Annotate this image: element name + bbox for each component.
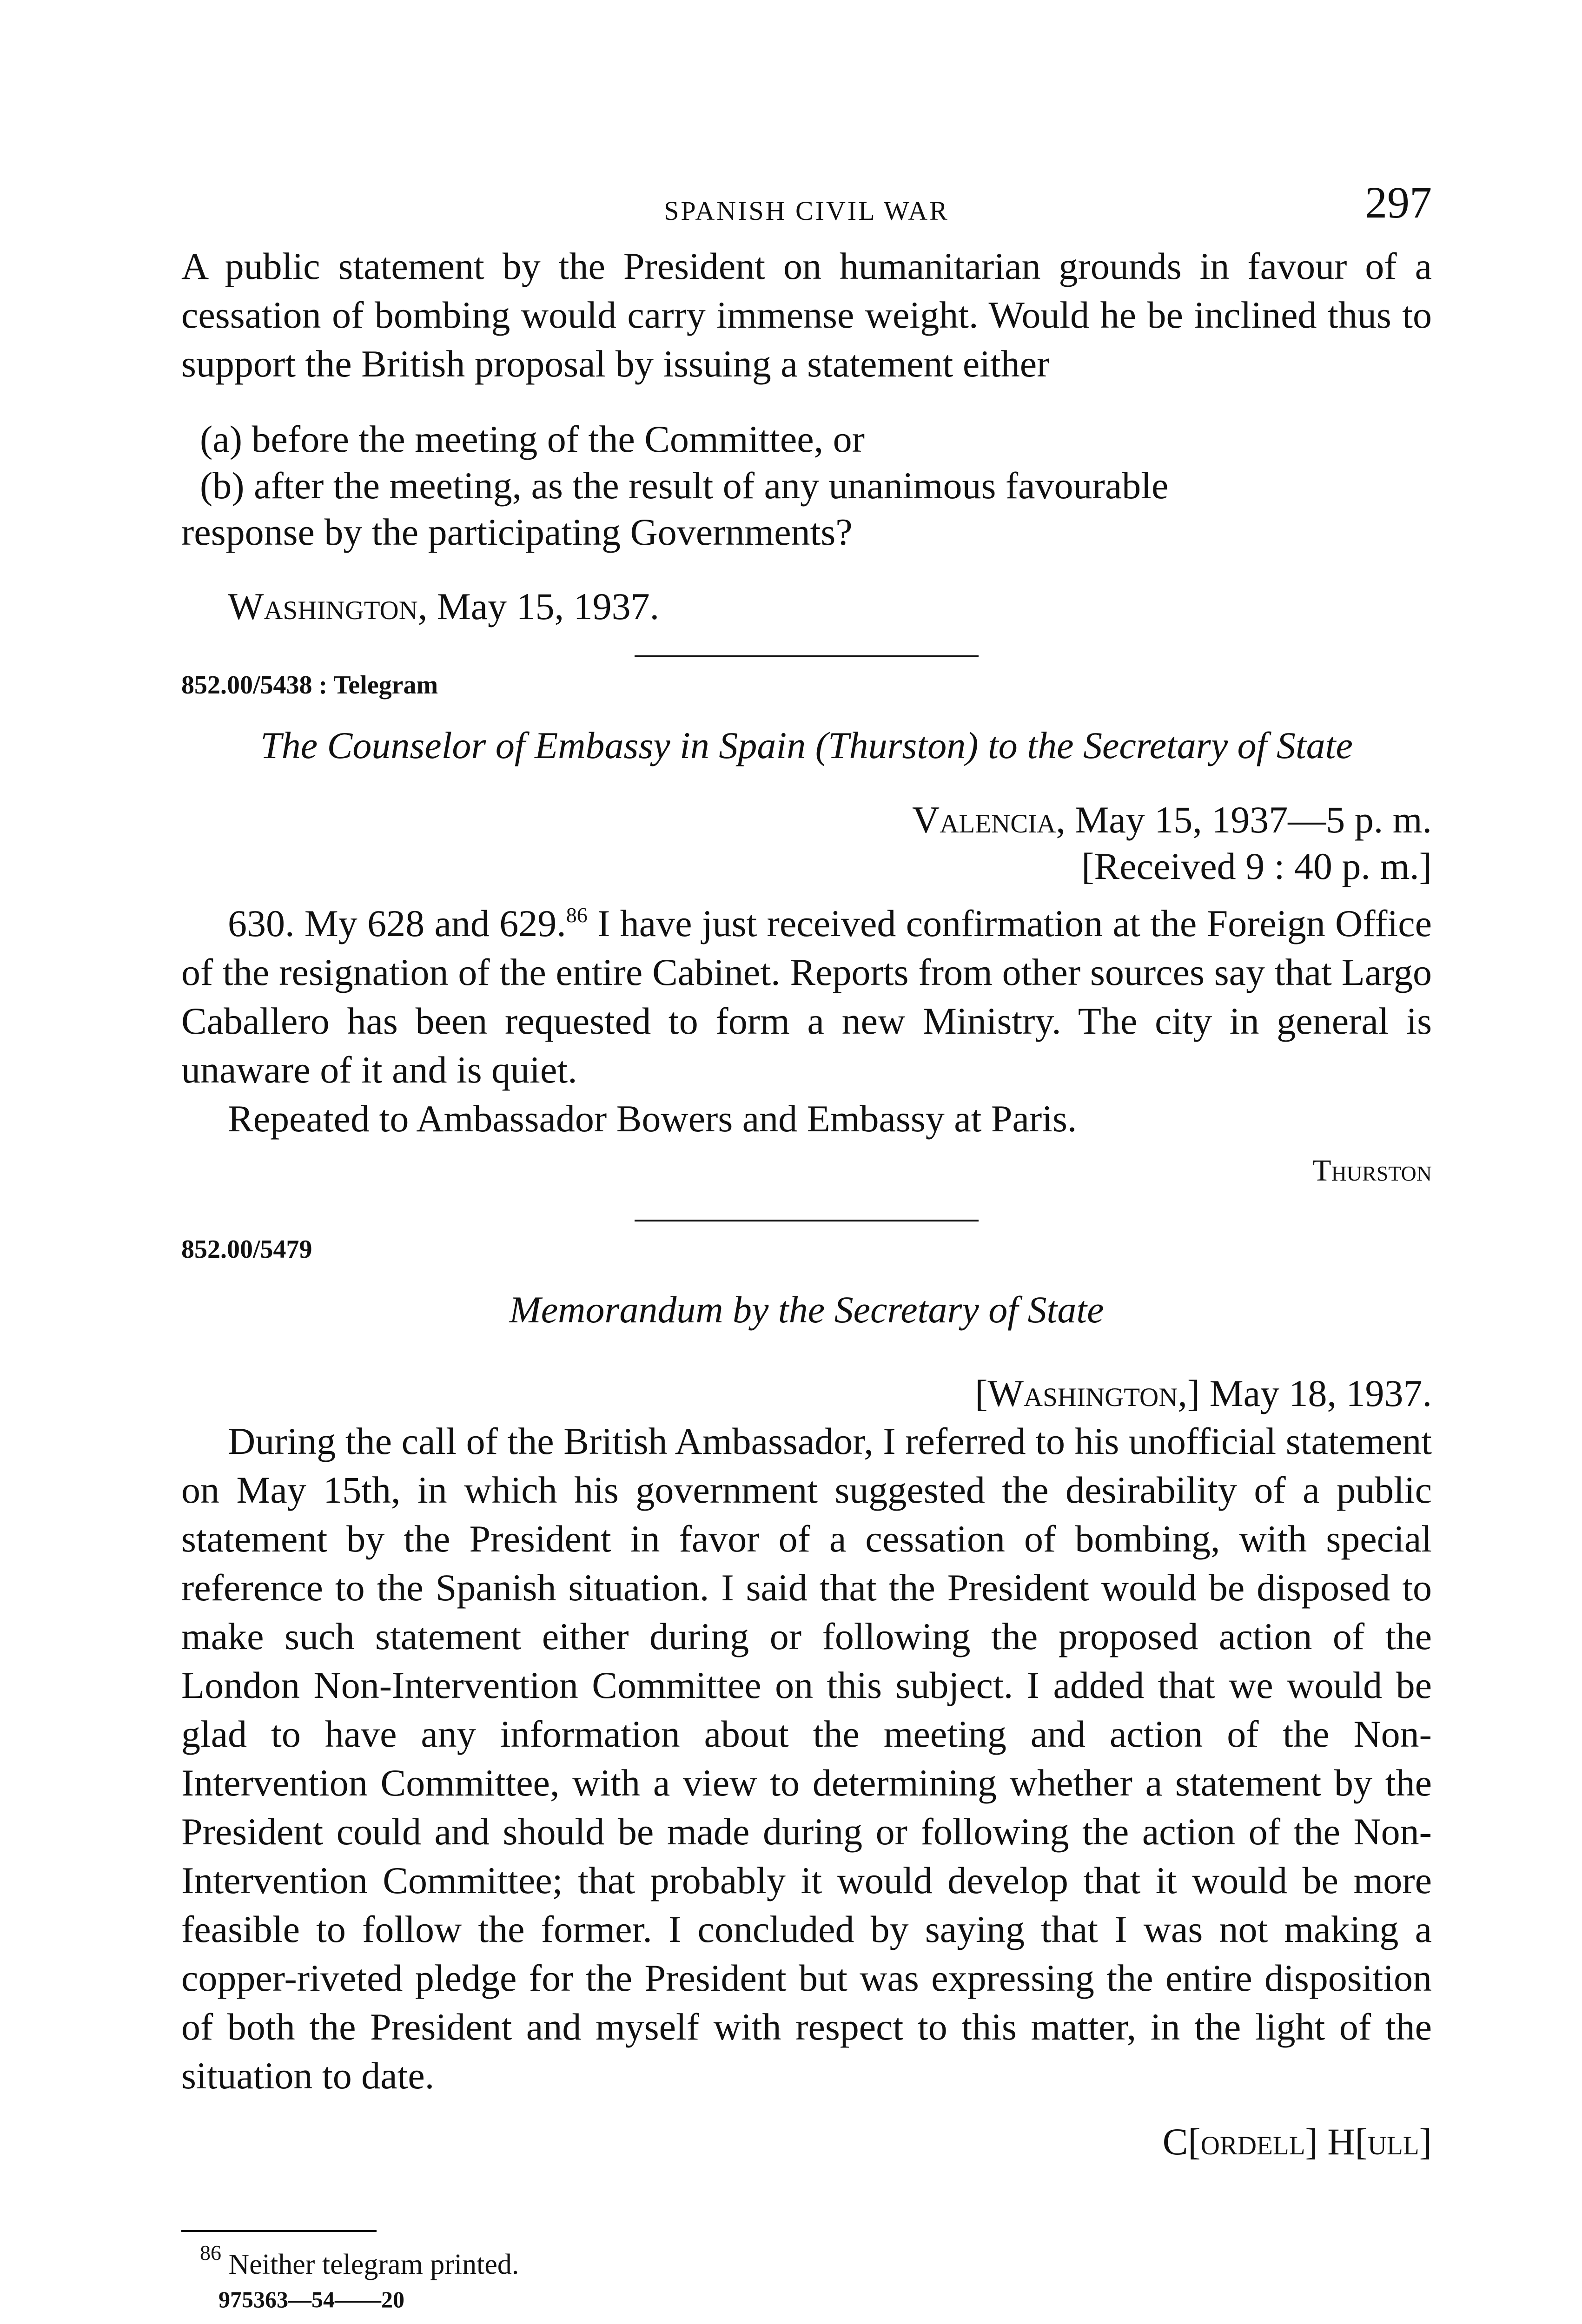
list-item-a-text: (a) before the meeting of the Committee, or [200,418,865,460]
footnote-marker: 86 [200,2241,221,2265]
telegram-title: The Counselor of Embassy in Spain (Thurston) to the Secretary of State [260,724,1353,766]
telegram-repeated: Repeated to Ambassador Bowers and Embassy at Paris. [228,1097,1077,1140]
memo-signature-end: ] [1419,2120,1432,2163]
footnote-text: Neither telegram printed. [221,2249,519,2280]
intro-dateline-date: May 15, 1937. [427,585,660,627]
telegram-dateline-date: May 15, 1937—5 p. m. [1065,799,1432,841]
memo-body: During the call of the British Ambassador, I referred to his unofficial statement on May 15th, in which his government suggested the desirability of a public statement by the President in favor of a cessation of bombing, with special reference to the Spanish situation. I said that the President would be disposed to make such statement either during or following the proposed action of the London Non-Intervention Committee on this subject. I added that we would be glad to have any information about the meeting and action of the Non-Intervention Committee, with a view to determining whether a statement by the President could and should be made during or following the action of the Non-Intervention Committee; that probably it would develop that it would be more feasible to follow the former. I concluded by saying that I was not making a copper-riveted pledge for the President but was expressing the entire disposition of both the President and myself with respect to this matter, in the light of the situation to date. [181,1420,1432,2097]
telegram-dateline-place: Valencia, [912,799,1066,841]
footnote-reference: 86 [566,903,588,927]
footnote-divider [181,2230,377,2232]
intro-dateline [181,583,1432,630]
list-item-b [181,462,1432,509]
telegram-body-rest: I have just received confirmation at the Foreign Office of the resignation of the entire Cabinet. Reports from other sources say that Largo Caballero has been requested to form a new Ministry. The city in general is unaware of it and is quiet. [181,902,1432,1091]
memo-dateline [181,1370,1432,1417]
section-divider [635,1220,979,1221]
document-page [181,177,1432,2316]
printer-code: 975363—54——20 [218,2286,404,2312]
memo-signature-c: C[ [1162,2120,1201,2163]
memo-signature-ordell: ordell [1200,2120,1305,2163]
list-item-b-text: (b) after the meeting, as the result of any unanimous favourable [200,464,1169,507]
memo-dateline-date: May 18, 1937. [1200,1372,1432,1414]
memo-signature-ull: ull [1367,2120,1419,2163]
page-number: 297 [1365,178,1432,227]
footnote [181,2241,1432,2283]
telegram-dateline [181,797,1432,843]
telegram-body-start: 630. My 628 and 629. [228,902,566,944]
memo-signature-mid: ] H[ [1305,2120,1368,2163]
memo-signature [181,2119,1432,2165]
memo-title: Memorandum by the Secretary of State [509,1288,1104,1331]
page-header [181,177,1432,242]
telegram-file-number: 852.00/5438 : Telegram [181,671,438,700]
telegram-body [181,899,1432,1094]
telegram-signature: Thurston [1312,1154,1432,1188]
intro-paragraph: A public statement by the President on humanitarian grounds in favour of a cessation of bombing would carry immense weight. Would he be inclined thus to support the British proposal by issuing a statement either [181,245,1432,385]
memo-file-number: 852.00/5479 [181,1235,312,1264]
memo-dateline-place: [Washington,] [975,1372,1200,1414]
telegram-received: [Received 9 : 40 p. m.] [1081,845,1432,887]
list-item-a [181,416,1432,462]
section-divider [635,655,979,657]
list-item-b-continued: response by the participating Governments? [181,511,853,553]
intro-dateline-place: Washington, [228,585,428,627]
running-title: SPANISH CIVIL WAR [664,196,949,226]
